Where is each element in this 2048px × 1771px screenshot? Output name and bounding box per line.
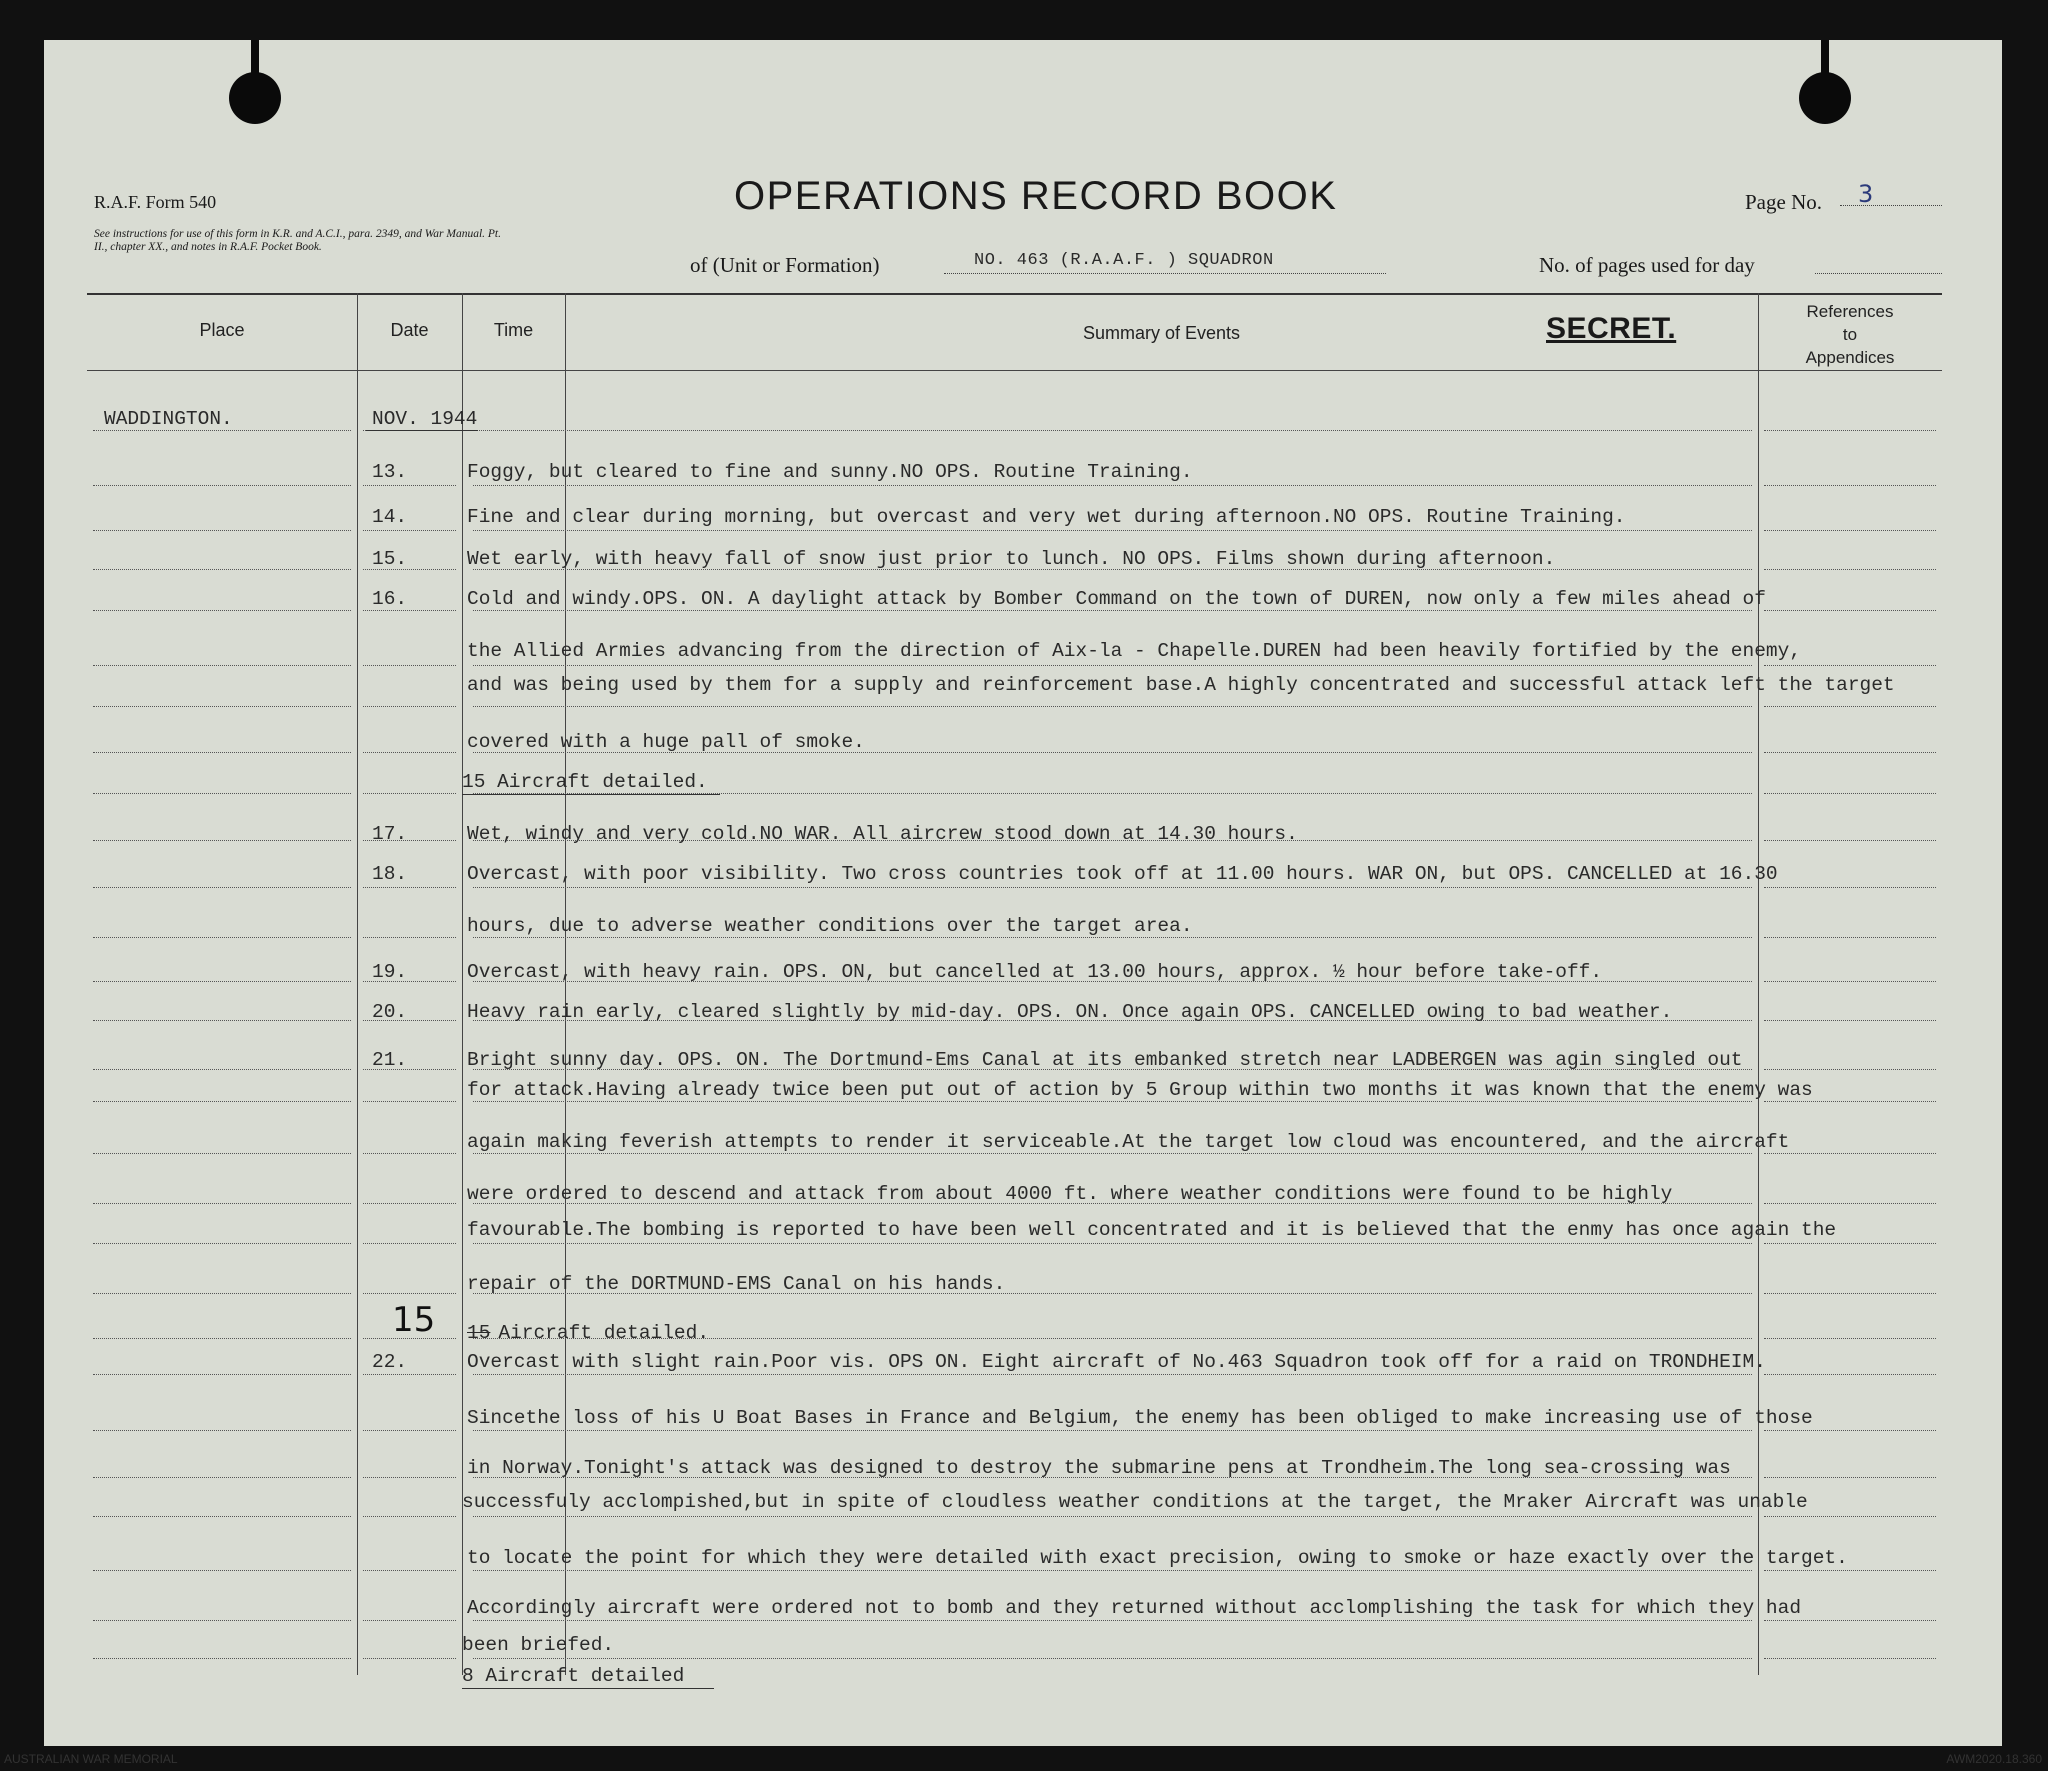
- dotted-rule: [473, 1516, 1752, 1517]
- entry-date: 20.: [372, 1001, 408, 1023]
- dotted-rule: [363, 665, 456, 666]
- dotted-rule: [1764, 1153, 1936, 1154]
- dotted-rule: [363, 1570, 456, 1571]
- summary-line: the Allied Armies advancing from the direction of Aix-la - Chapelle.DUREN had been heavily fortified by the enemy,: [467, 640, 1802, 662]
- summary-line: Sincethe loss of his U Boat Bases in France and Belgium, the enemy has been obliged to make increasing use of those: [467, 1407, 1813, 1429]
- dotted-rule: [363, 1516, 456, 1517]
- dotted-rule: [473, 1153, 1752, 1154]
- dotted-rule: [363, 793, 456, 794]
- dotted-rule: [363, 610, 456, 611]
- references-line: to: [1842, 325, 1858, 344]
- dotted-rule: [363, 752, 456, 753]
- aircraft-detailed-note: 8 Aircraft detailed: [462, 1665, 685, 1687]
- detail-underline: [462, 1688, 714, 1689]
- column-header-time: Time: [493, 320, 534, 340]
- entry-date: 21.: [372, 1049, 408, 1071]
- dotted-rule: [93, 1153, 351, 1154]
- dotted-rule: [93, 752, 351, 753]
- column-divider: [357, 293, 358, 1675]
- dotted-rule: [1764, 1658, 1936, 1659]
- form-id: R.A.F. Form 540: [94, 192, 217, 212]
- unit-underline: [944, 273, 1386, 274]
- dotted-rule: [473, 1658, 1752, 1659]
- punch-hole-left: [229, 72, 281, 124]
- column-header-summary: Summary of Events: [1082, 323, 1241, 343]
- entry-date: 14.: [372, 506, 408, 528]
- dotted-rule: [363, 1203, 456, 1204]
- dotted-rule: [1764, 1477, 1936, 1478]
- dotted-rule: [93, 706, 351, 707]
- dotted-rule: [1764, 1374, 1936, 1375]
- column-header-references: [1758, 300, 1942, 369]
- dotted-rule: [93, 1338, 351, 1339]
- column-header-date: Date: [390, 320, 429, 340]
- summary-line: favourable.The bombing is reported to have been well concentrated and it is believed that the enmy has once again the: [467, 1219, 1837, 1241]
- dotted-rule: [93, 1430, 351, 1431]
- references-line: Appendices: [1805, 348, 1895, 367]
- dotted-rule: [1764, 706, 1936, 707]
- dotted-rule: [363, 1620, 456, 1621]
- dotted-rule: [363, 706, 456, 707]
- dotted-rule: [1764, 1338, 1936, 1339]
- dotted-rule: [473, 430, 1752, 431]
- dotted-rule: [1764, 530, 1936, 531]
- dotted-rule: [93, 485, 351, 486]
- unit-label: of (Unit or Formation): [690, 253, 880, 277]
- dotted-rule: [1764, 569, 1936, 570]
- table-header-border: [87, 370, 1942, 371]
- summary-line: Overcast with slight rain.Poor vis. OPS ON. Eight aircraft of No.463 Squadron took off for a raid on TRONDHEIM.: [467, 1351, 1766, 1373]
- references-line: References: [1806, 302, 1894, 321]
- dotted-rule: [473, 1430, 1752, 1431]
- entry-date: 15.: [372, 548, 408, 570]
- dotted-rule: [473, 530, 1752, 531]
- dotted-rule: [1764, 665, 1936, 666]
- summary-line: been briefed.: [462, 1634, 615, 1656]
- dotted-rule: [473, 1243, 1752, 1244]
- dotted-rule: [363, 1374, 456, 1375]
- aircraft-detailed-note: [467, 1322, 709, 1344]
- column-header-place: Place: [199, 320, 245, 340]
- summary-line: Heavy rain early, cleared slightly by mid-day. OPS. ON. Once again OPS. CANCELLED owing to bad weather.: [467, 1001, 1673, 1023]
- pages-used-label: No. of pages used for day: [1539, 253, 1755, 277]
- dotted-rule: [1764, 485, 1936, 486]
- column-divider: [462, 293, 463, 1675]
- summary-line: Wet early, with heavy fall of snow just prior to lunch. NO OPS. Films shown during afternoon.: [467, 548, 1556, 570]
- summary-line: Bright sunny day. OPS. ON. The Dortmund-Ems Canal at its embanked stretch near LADBERGEN was agin singled out: [467, 1049, 1743, 1071]
- entry-date: 17.: [372, 823, 408, 845]
- dotted-rule: [1764, 1430, 1936, 1431]
- dotted-rule: [1764, 1516, 1936, 1517]
- dotted-rule: [473, 665, 1752, 666]
- dotted-rule: [1764, 1620, 1936, 1621]
- summary-line: to locate the point for which they were detailed with exact precision, owing to smoke or haze exactly over the target.: [467, 1547, 1848, 1569]
- dotted-rule: [363, 1101, 456, 1102]
- secret-stamp: SECRET.: [1546, 312, 1677, 345]
- month-underline: [366, 430, 478, 431]
- dotted-rule: [1764, 937, 1936, 938]
- dotted-rule: [1764, 793, 1936, 794]
- detail-underline: [462, 794, 720, 795]
- dotted-rule: [1764, 1020, 1936, 1021]
- dotted-rule: [473, 706, 1752, 707]
- dotted-rule: [93, 1620, 351, 1621]
- dotted-rule: [1764, 887, 1936, 888]
- dotted-rule: [473, 485, 1752, 486]
- dotted-rule: [93, 530, 351, 531]
- place-value: WADDINGTON.: [104, 408, 233, 430]
- summary-line: again making feverish attempts to render it serviceable.At the target low cloud was encountered, and the aircraft: [467, 1131, 1790, 1153]
- dotted-rule: [473, 610, 1752, 611]
- summary-line: were ordered to descend and attack from about 4000 ft. where weather conditions were found to be highly: [467, 1183, 1673, 1205]
- dotted-rule: [363, 1243, 456, 1244]
- dotted-rule: [93, 1516, 351, 1517]
- dotted-rule: [473, 1101, 1752, 1102]
- dotted-rule: [93, 937, 351, 938]
- column-divider: [1758, 293, 1759, 1675]
- dotted-rule: [93, 1243, 351, 1244]
- dotted-rule: [1764, 1101, 1936, 1102]
- dotted-rule: [363, 1430, 456, 1431]
- dotted-rule: [93, 1477, 351, 1478]
- month-value: NOV. 1944: [372, 408, 478, 430]
- dotted-rule: [93, 1069, 351, 1070]
- dotted-rule: [363, 530, 456, 531]
- dotted-rule: [473, 887, 1752, 888]
- summary-line: Fine and clear during morning, but overcast and very wet during afternoon.NO OPS. Routine Training.: [467, 506, 1626, 528]
- dotted-rule: [93, 665, 351, 666]
- dotted-rule: [93, 887, 351, 888]
- unit-value: NO. 463 (R.A.A.F. ) SQUADRON: [974, 251, 1274, 270]
- dotted-rule: [93, 1374, 351, 1375]
- aircraft-detailed-note: 15 Aircraft detailed.: [462, 771, 708, 793]
- summary-line: and was being used by them for a supply and reinforcement base.A highly concentrated and successful attack left the target: [467, 674, 1895, 696]
- dotted-rule: [1764, 1243, 1936, 1244]
- summary-line: hours, due to adverse weather conditions over the target area.: [467, 915, 1193, 937]
- dotted-rule: [1764, 610, 1936, 611]
- dotted-rule: [363, 1477, 456, 1478]
- dotted-rule: [1764, 1570, 1936, 1571]
- dotted-rule: [473, 1374, 1752, 1375]
- summary-line: in Norway.Tonight's attack was designed to destroy the submarine pens at Trondheim.The long sea-crossing was: [467, 1457, 1731, 1479]
- dotted-rule: [363, 887, 456, 888]
- page-number-underline: [1840, 205, 1942, 206]
- dotted-rule: [363, 1658, 456, 1659]
- dotted-rule: [93, 1293, 351, 1294]
- dotted-rule: [363, 937, 456, 938]
- dotted-rule: [93, 1203, 351, 1204]
- dotted-rule: [473, 1570, 1752, 1571]
- dotted-rule: [93, 840, 351, 841]
- archive-credit: AUSTRALIAN WAR MEMORIAL: [4, 1752, 178, 1766]
- summary-line: Accordingly aircraft were ordered not to bomb and they returned without acclomplishing the task for which they had: [467, 1597, 1802, 1619]
- dotted-rule: [1764, 1203, 1936, 1204]
- dotted-rule: [473, 1620, 1752, 1621]
- dotted-rule: [1764, 430, 1936, 431]
- summary-line: for attack.Having already twice been put out of action by 5 Group within two months it was known that the enemy was: [467, 1079, 1813, 1101]
- dotted-rule: [363, 1293, 456, 1294]
- dotted-rule: [363, 485, 456, 486]
- dotted-rule: [93, 981, 351, 982]
- summary-line: Cold and windy.OPS. ON. A daylight attack by Bomber Command on the town of DUREN, now only a few miles ahead of: [467, 588, 1766, 610]
- page-title: OPERATIONS RECORD BOOK: [734, 174, 1338, 218]
- entry-date: 16.: [372, 588, 408, 610]
- page-number-label: Page No.: [1745, 190, 1822, 214]
- dotted-rule: [93, 1570, 351, 1571]
- dotted-rule: [1764, 981, 1936, 982]
- entry-date: 19.: [372, 961, 408, 983]
- summary-line: repair of the DORTMUND-EMS Canal on his hands.: [467, 1273, 1006, 1295]
- summary-line: Wet, windy and very cold.NO WAR. All aircrew stood down at 14.30 hours.: [467, 823, 1298, 845]
- dotted-rule: [93, 430, 351, 431]
- entry-date: 22.: [372, 1351, 408, 1373]
- archive-reference: AWM2020.18.360: [1946, 1752, 2042, 1766]
- dotted-rule: [93, 1020, 351, 1021]
- aircraft-detailed-text: Aircraft detailed.: [498, 1322, 710, 1344]
- dotted-rule: [1764, 752, 1936, 753]
- punch-hole-right: [1799, 72, 1851, 124]
- form-instructions: See instructions for use of this form in K.R. and A.C.I., para. 2349, and War Manual. Pt. II., chapter XX., and notes in R.A.F. Pocket Book.: [94, 228, 501, 253]
- table-top-border: [87, 293, 1942, 295]
- dotted-rule: [1764, 1293, 1936, 1294]
- entry-date: 18.: [372, 863, 408, 885]
- summary-line: successfuly acclompished,but in spite of cloudless weather conditions at the target, the Mraker Aircraft was unable: [462, 1491, 1808, 1513]
- dotted-rule: [1764, 1069, 1936, 1070]
- summary-line: Overcast, with heavy rain. OPS. ON, but cancelled at 13.00 hours, approx. ½ hour before take-off.: [467, 961, 1603, 983]
- dotted-rule: [93, 793, 351, 794]
- summary-line: Foggy, but cleared to fine and sunny.NO OPS. Routine Training.: [467, 461, 1193, 483]
- dotted-rule: [93, 569, 351, 570]
- struck-count: 15: [467, 1322, 491, 1344]
- dotted-rule: [93, 610, 351, 611]
- dotted-rule: [363, 1153, 456, 1154]
- page-number: 3: [1858, 180, 1874, 208]
- summary-line: Overcast, with poor visibility. Two cross countries took off at 11.00 hours. WAR ON, but OPS. CANCELLED at 16.30: [467, 863, 1778, 885]
- dotted-rule: [93, 1101, 351, 1102]
- summary-line: covered with a huge pall of smoke.: [467, 731, 865, 753]
- dotted-rule: [473, 937, 1752, 938]
- dotted-rule: [93, 1658, 351, 1659]
- pages-used-underline: [1815, 273, 1942, 274]
- dotted-rule: [1764, 840, 1936, 841]
- entry-date: 13.: [372, 461, 408, 483]
- handwritten-count: 15: [392, 1300, 436, 1340]
